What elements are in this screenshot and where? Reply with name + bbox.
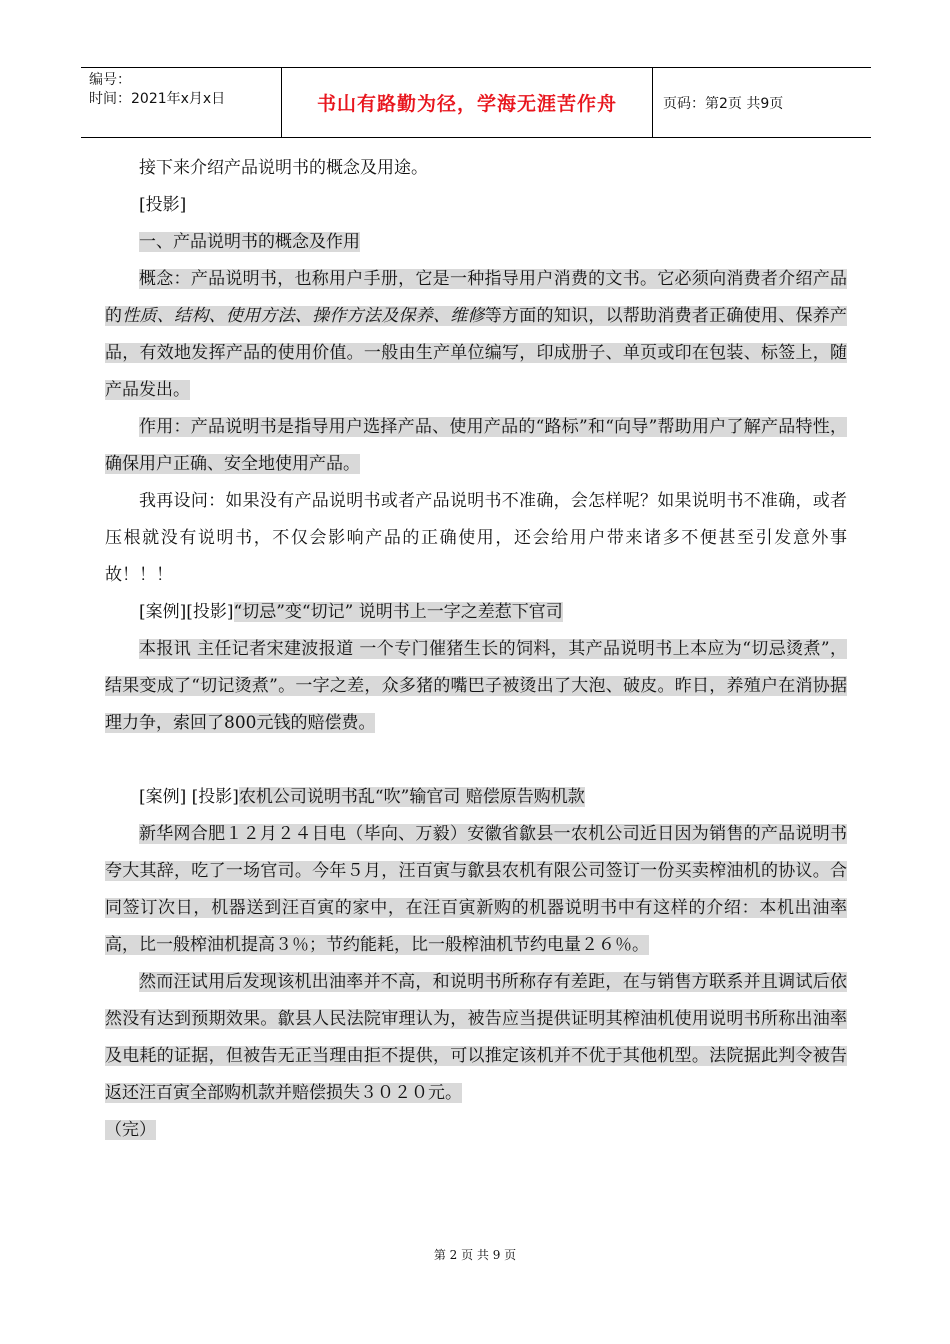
paragraph-function (105, 409, 847, 483)
case2-text-2: 然而汪试用后发现该机出油率并不高，和说明书所称存有差距，在与销售方联系并且调试后依然没有达到预期效果。歙县人民法院审理认为，被告应当提供证明其榨油机使用说明书所称出油率及电耗的证据，但被告无正当理由拒不提供，可以推定该机并不优于其他机型。法院据此判令被告返还汪百寅全部购机款并赔偿损失３０２０元。 (105, 972, 847, 1103)
paragraph-concept (105, 261, 847, 409)
paragraph-projection: [投影] (139, 195, 187, 215)
case1-heading (105, 594, 847, 631)
concept-text-italic: 性质、结构、使用方法、操作方法及保养、维修 (122, 306, 485, 326)
case2-text-1: 新华网合肥１２月２４日电（毕向、万毅）安徽省歙县一农机公司近日因为销售的产品说明书夸大其辞，吃了一场官司。今年５月，汪百寅与歙县农机有限公司签订一份买卖榨油机的协议。合同签订次日，机器送到汪百寅的家中，在汪百寅新购的机器说明书中有这样的介绍：本机出油率 高，比一般榨油机提高３％；节约能耗，比一般榨油机节约电量２６％。 (105, 824, 847, 955)
function-text: 作用：产品说明书是指导用户选择产品、使用产品的“路标”和“向导”帮助用户了解产品特性，确保用户正确、安全地使用产品。 (105, 417, 847, 474)
case1-body (105, 631, 847, 742)
page-footer: 第 2 页 共 9 页 (433, 1248, 517, 1262)
header-motto: 书山有路勤为径，学海无涯苦作舟 (282, 68, 653, 137)
case2-end (105, 1112, 847, 1149)
section-heading-text: 一、产品说明书的概念及作用 (139, 232, 360, 252)
case2-end-text: （完） (105, 1120, 156, 1140)
section-heading (105, 224, 847, 261)
concept-text-c: 等方面的知识，以帮助消费者正确使用、保养产品，有效地发挥产品的使用价值。一般由生产单位编写，印成册子、单页或印在包装、标签上，随产品发出。 (105, 306, 848, 400)
header-page-label: 页码：第2页 共9页 (663, 95, 784, 112)
case1-tag: [案例][投影] (139, 602, 234, 622)
case1-title: “切忌”变“切记” 说明书上一字之差惹下官司 (233, 602, 563, 622)
document-body (105, 150, 847, 1149)
case2-heading (105, 779, 847, 816)
code-label: 编号： (89, 72, 131, 88)
case2-title: 农机公司说明书乱“吹”输官司 赔偿原告购机款 (238, 787, 585, 807)
header-meta-cell (81, 68, 282, 137)
case1-text: 本报讯 主任记者宋建波报道 一个专门催猪生长的饲料，其产品说明书上本应为“切忌烫煮”，结果变成了“切记烫煮”。一字之差，众多猪的嘴巴子被烫出了大泡、破皮。昨日，养殖户在消协据理力争，索回了800元钱的赔偿费。 (105, 639, 847, 733)
case2-body-1 (105, 816, 847, 964)
time-label: 时间：2021年x月x日 (89, 91, 226, 107)
spacer (105, 742, 847, 779)
concept-text-a: 概念：产品说明书，也称用户手册，它是一种指导用户消费的文书。它必须向消费者介绍产品的 (105, 269, 847, 326)
case2-tag: [案例] [投影] (139, 787, 239, 807)
document-header (81, 67, 871, 138)
paragraph-intro: 接下来介绍产品说明书的概念及用途。 (139, 158, 428, 178)
paragraph-question: 我再设问：如果没有产品说明书或者产品说明书不准确，会怎样呢？如果说明书不准确，或者压根就没有说明书，不仅会影响产品的正确使用，还会给用户带来诸多不便甚至引发意外事故！！！ (105, 491, 847, 585)
case2-body-2 (105, 964, 847, 1112)
